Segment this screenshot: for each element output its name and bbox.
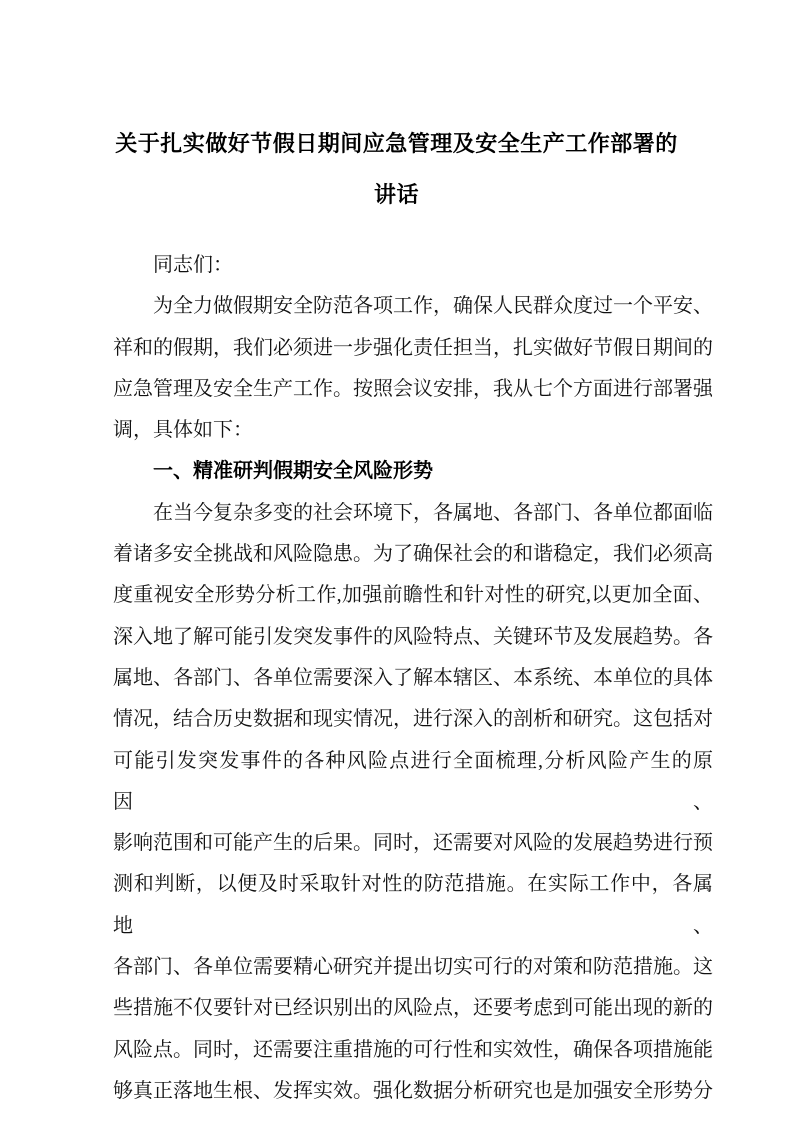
section-heading-line: 一、精准研判假期安全风险形势: [153, 460, 433, 483]
body-text-line: 影响范围和可能产生的后果。同时，还需要对风险的发展趋势进行预: [113, 832, 713, 855]
document-title-line-1: 关于扎实做好节假日期间应急管理及安全生产工作部署的: [115, 131, 678, 156]
document-body: [113, 245, 713, 1112]
document-title: [0, 118, 793, 220]
document-title-line-2: 讲话: [373, 182, 419, 207]
body-text-line: 测和判断，以便及时采取针对性的防范措施。在实际工作中，各属地、: [113, 873, 713, 937]
body-text-line: 在当今复杂多变的社会环境下，各属地、各部门、各单位都面临: [153, 501, 713, 524]
body-text-line: 情况，结合历史数据和现实情况，进行深入的剖析和研究。这包括对: [113, 708, 713, 731]
body-text-line: 应急管理及安全生产工作。按照会议安排，我从七个方面进行部署强: [113, 377, 713, 400]
body-text-line: 风险点。同时，还需要注重措施的可行性和实效性，确保各项措施能: [113, 1038, 713, 1061]
body-text-line: 为全力做假期安全防范各项工作，确保人民群众度过一个平安、: [153, 295, 713, 318]
body-text-line: 可能引发突发事件的各种风险点进行全面梳理,分析风险产生的原因、: [113, 749, 713, 813]
body-text-line: 着诸多安全挑战和风险隐患。为了确保社会的和谐稳定，我们必须高: [113, 543, 713, 566]
body-text-line: 深入地了解可能引发突发事件的风险特点、关键环节及发展趋势。各: [113, 625, 713, 648]
body-text-line: 祥和的假期，我们必须进一步强化责任担当，扎实做好节假日期间的: [113, 336, 713, 359]
body-text-line: 调，具体如下：: [113, 419, 253, 442]
body-text-line: 够真正落地生根、发挥实效。强化数据分析研究也是加强安全形势分: [113, 1079, 713, 1102]
body-text-line: 属地、各部门、各单位需要深入了解本辖区、本系统、本单位的具体: [113, 666, 713, 689]
body-text-line: 各部门、各单位需要精心研究并提出切实可行的对策和防范措施。这: [113, 956, 713, 979]
body-text-line: 同志们：: [153, 254, 233, 276]
body-text-line: 些措施不仅要针对已经识别出的风险点，还要考虑到可能出现的新的: [113, 997, 713, 1020]
body-text-line: 度重视安全形势分析工作,加强前瞻性和针对性的研究,以更加全面、: [113, 584, 713, 607]
